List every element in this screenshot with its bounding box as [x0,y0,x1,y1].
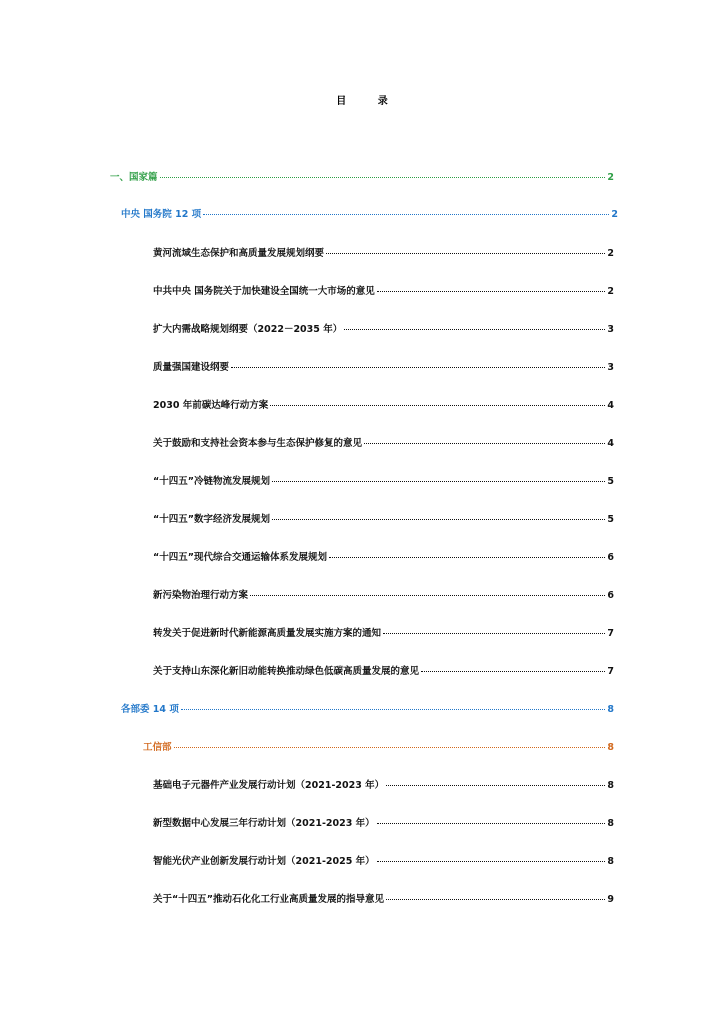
toc-entry-page: 7 [607,666,614,677]
toc-entry-page: 8 [607,704,614,715]
dot-leader [364,443,605,444]
toc-entry-label: 关于“十四五”推动石化化工行业高质量发展的指导意见 [153,894,384,905]
toc-entry-item[interactable] [153,361,614,375]
dot-leader [272,519,605,520]
toc-entry-page: 2 [607,286,614,297]
toc-entry-miit[interactable] [143,741,614,755]
dot-leader [181,709,606,710]
toc-entry-page: 5 [607,514,614,525]
toc-entry-page: 9 [607,894,614,905]
toc-entry-label: 一、国家篇 [110,172,158,183]
dot-leader [250,595,605,596]
dot-leader [160,177,606,178]
dot-leader [386,785,605,786]
dot-leader [386,899,605,900]
toc-entry-label: “十四五”现代综合交通运输体系发展规划 [153,552,327,563]
toc-entry-page: 2 [611,209,618,220]
dot-leader [377,823,606,824]
toc-entry-label: 扩大内需战略规划纲要（2022－2035 年） [153,324,343,335]
toc-entry-label: “十四五”冷链物流发展规划 [153,476,270,487]
toc-entry-page: 6 [607,552,614,563]
toc-entry-item[interactable] [153,665,614,679]
dot-leader [421,671,605,672]
toc-entry-item[interactable] [153,513,614,527]
toc-entry-page: 8 [607,742,614,753]
toc-entry-item[interactable] [153,475,614,489]
dot-leader [272,481,605,482]
toc-entry-label: 2030 年前碳达峰行动方案 [153,400,269,411]
toc-entry-label: 基础电子元器件产业发展行动计划（2021-2023 年） [153,780,385,791]
toc-entry-page: 2 [607,248,614,259]
toc-entry-page: 7 [607,628,614,639]
toc-entry-item[interactable] [153,437,614,451]
toc-entry-page: 8 [607,780,614,791]
toc-entry-label: 新型数据中心发展三年行动计划（2021-2023 年） [153,818,375,829]
dot-leader [344,329,605,330]
toc-entry-item[interactable] [153,779,614,793]
toc-entry-label: 黄河流域生态保护和高质量发展规划纲要 [153,248,325,259]
toc-entry-label: 关于鼓励和支持社会资本参与生态保护修复的意见 [153,438,363,449]
toc-entry-page: 4 [607,438,614,449]
toc-entry-item[interactable] [153,285,614,299]
toc-entry-item[interactable] [153,817,614,831]
toc-entry-page: 6 [607,590,614,601]
dot-leader [270,405,605,406]
toc-entry-page: 8 [607,818,614,829]
toc-entry-item[interactable] [153,855,614,869]
toc-entry-page: 4 [607,400,614,411]
toc-entry-page: 5 [607,476,614,487]
toc-entry-ministries[interactable] [121,703,614,717]
dot-leader [231,367,605,368]
toc-entry-item[interactable] [153,589,614,603]
toc-entry-item[interactable] [153,551,614,565]
dot-leader [383,633,605,634]
toc-entry-label: 新污染物治理行动方案 [153,590,249,601]
dot-leader [326,253,605,254]
toc-entry-label: 质量强国建设纲要 [153,362,230,373]
toc-entry-item[interactable] [153,323,614,337]
dot-leader [377,861,606,862]
toc-entry-national[interactable] [110,171,614,185]
dot-leader [203,214,609,215]
toc-entry-label: 各部委 14 项 [121,704,179,715]
toc-entry-item[interactable] [153,399,614,413]
toc-entry-label: 中共中央 国务院关于加快建设全国统一大市场的意见 [153,286,375,297]
dot-leader [174,747,606,748]
toc-entry-item[interactable] [153,627,614,641]
toc-entry-central-state-council[interactable] [121,208,618,222]
toc-entry-label: “十四五”数字经济发展规划 [153,514,270,525]
toc-entry-page: 2 [607,172,614,183]
dot-leader [377,291,606,292]
toc-title: 目 录 [336,96,402,107]
toc-entry-item[interactable] [153,247,614,261]
toc-entry-page: 3 [607,362,614,373]
toc-entry-page: 3 [607,324,614,335]
toc-entry-label: 中央 国务院 12 项 [121,209,202,220]
dot-leader [329,557,605,558]
toc-entry-item[interactable] [153,893,614,907]
toc-entry-label: 智能光伏产业创新发展行动计划（2021-2025 年） [153,856,375,867]
toc-entry-page: 8 [607,856,614,867]
toc-entry-label: 工信部 [143,742,172,753]
toc-entry-label: 关于支持山东深化新旧动能转换推动绿色低碳高质量发展的意见 [153,666,420,677]
toc-entry-label: 转发关于促进新时代新能源高质量发展实施方案的通知 [153,628,382,639]
